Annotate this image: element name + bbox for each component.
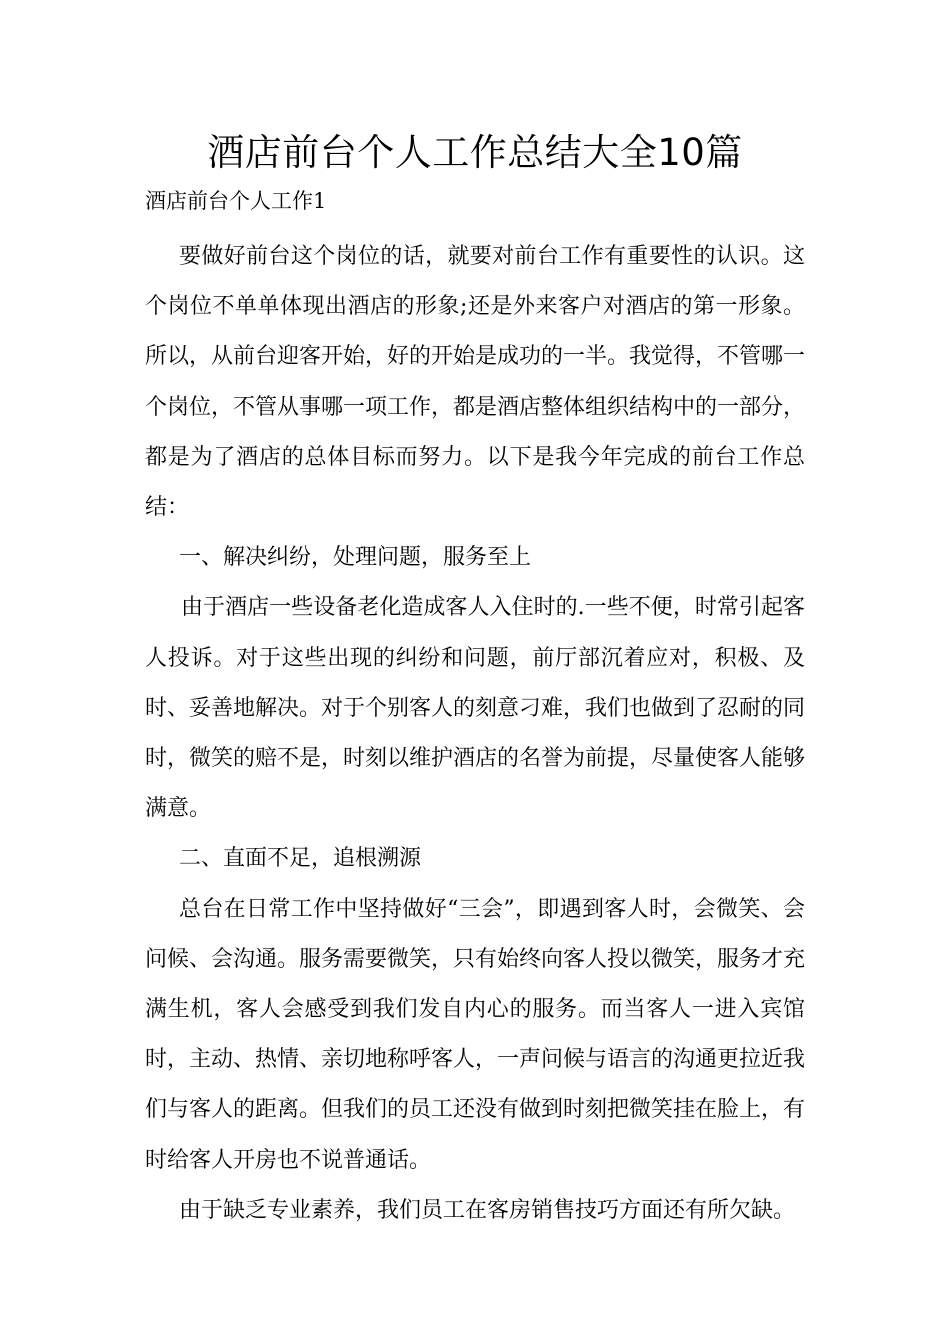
section-heading-2: 二、直面不足，追根溯源 <box>179 846 422 872</box>
paragraph-sales-skills: 由于缺乏专业素养，我们员工在客房销售技巧方面还有所欠缺。 <box>179 1197 796 1223</box>
paragraph-three-skills: 总台在日常工作中坚持做好“三会”，即遇到客人时，会微笑、会问候、会沟通。服务需要微笑，只有始终向客人投以微笑，服务才充满生机，客人会感受到我们发自内心的服务。而当客人一进入宾馆时，主动、热情、亲切地称呼客人，一声问候与语言的沟通更拉近我们与客人的距离。但我们的员工还没有做到时刻把微笑挂在脸上，有时给客人开房也不说普通话。 <box>145 896 806 1173</box>
document-body <box>145 232 805 1236</box>
section-subheading: 酒店前台个人工作1 <box>145 189 327 213</box>
document-title: 酒店前台个人工作总结大全10篇 <box>207 131 743 174</box>
paragraph-disputes: 由于酒店一些设备老化造成客人入住时的.一些不便，时常引起客人投诉。对于这些出现的纠纷和问题，前厅部沉着应对，积极、及时、妥善地解决。对于个别客人的刻意刁难，我们也做到了忍耐的同时，微笑的赔不是，时刻以维护酒店的名誉为前提，尽量使客人能够满意。 <box>145 595 806 822</box>
paragraph-intro: 要做好前台这个岗位的话，就要对前台工作有重要性的认识。这个岗位不单单体现出酒店的形象;还是外来客户对酒店的第一形象。所以，从前台迎客开始，好的开始是成功的一半。我觉得，不管哪一个岗位，不管从事哪一项工作，都是酒店整体组织结构中的一部分，都是为了酒店的总体目标而努力。以下是我今年完成的前台工作总结： <box>145 244 806 521</box>
section-heading-1: 一、解决纠纷，处理问题，服务至上 <box>179 545 532 571</box>
